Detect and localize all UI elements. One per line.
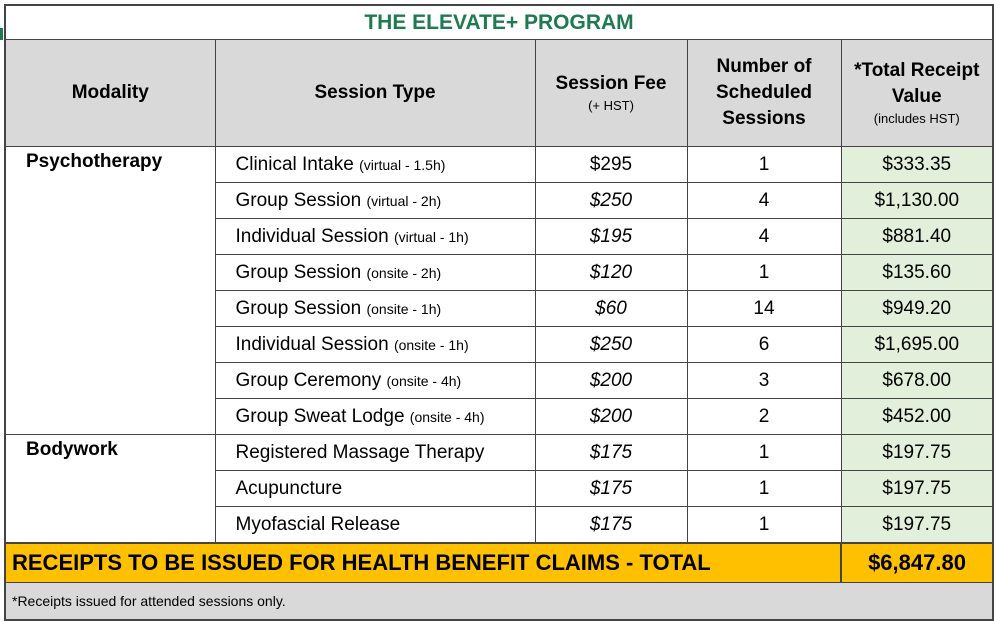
session-type-note: (onsite - 1h)	[393, 336, 469, 353]
header-total-receipt-note: (includes HST)	[873, 111, 960, 126]
table-row	[5, 435, 993, 471]
header-num-sessions: Number of Scheduled Sessions	[687, 40, 841, 147]
session-fee-cell: $175	[535, 471, 687, 507]
sessions-count-cell: 4	[687, 183, 841, 219]
session-fee-cell: $120	[535, 255, 687, 291]
session-type-cell	[215, 507, 535, 544]
sessions-count-cell: 1	[687, 507, 841, 544]
header-session-fee-note: (+ HST)	[588, 98, 634, 113]
session-type-note: (virtual - 2h)	[366, 192, 442, 209]
session-type-cell	[215, 219, 535, 255]
total-receipt-cell: $1,130.00	[841, 183, 993, 219]
header-modality: Modality	[5, 40, 215, 147]
session-type-cell	[215, 147, 535, 183]
grand-total-label: RECEIPTS TO BE ISSUED FOR HEALTH BENEFIT CLAIMS - TOTAL	[5, 543, 841, 583]
header-session-fee-label: Session Fee	[555, 73, 667, 94]
session-type-label: Group Session	[235, 261, 362, 283]
session-type-note: (onsite - 2h)	[366, 264, 442, 281]
session-fee-cell: $60	[535, 291, 687, 327]
session-fee-cell: $250	[535, 327, 687, 363]
session-type-label: Group Sweat Lodge	[235, 405, 405, 427]
header-total-receipt	[841, 40, 993, 147]
total-receipt-cell: $1,695.00	[841, 327, 993, 363]
total-receipt-cell: $678.00	[841, 363, 993, 399]
sessions-count-cell: 1	[687, 435, 841, 471]
modality-cell: Psychotherapy	[5, 147, 215, 435]
header-session-fee	[535, 40, 687, 147]
modality-cell: Bodywork	[5, 435, 215, 544]
total-receipt-cell: $949.20	[841, 291, 993, 327]
header-total-receipt-label: *Total Receipt Value	[854, 60, 980, 107]
cell-cursor-marker	[0, 28, 3, 40]
session-type-label: Individual Session	[235, 333, 389, 355]
table-row	[5, 147, 993, 183]
table-title: THE ELEVATE+ PROGRAM	[5, 5, 993, 40]
session-fee-cell: $200	[535, 399, 687, 435]
session-type-label: Group Session	[235, 189, 362, 211]
sessions-count-cell: 1	[687, 471, 841, 507]
session-type-cell	[215, 399, 535, 435]
session-type-cell	[215, 291, 535, 327]
session-type-label: Myofascial Release	[235, 513, 401, 535]
grand-total-row	[5, 543, 993, 583]
sessions-count-cell: 14	[687, 291, 841, 327]
spreadsheet	[4, 4, 992, 621]
session-type-label: Acupuncture	[235, 477, 343, 499]
footnote-row	[5, 583, 993, 621]
session-fee-cell: $295	[535, 147, 687, 183]
session-type-cell	[215, 363, 535, 399]
total-receipt-cell: $197.75	[841, 507, 993, 544]
header-row	[5, 40, 993, 147]
sessions-count-cell: 1	[687, 147, 841, 183]
grand-total-value: $6,847.80	[841, 543, 993, 583]
session-type-note: (onsite - 4h)	[386, 372, 462, 389]
session-type-label: Clinical Intake	[235, 153, 354, 175]
sessions-count-cell: 4	[687, 219, 841, 255]
sessions-count-cell: 2	[687, 399, 841, 435]
total-receipt-cell: $135.60	[841, 255, 993, 291]
session-type-cell	[215, 471, 535, 507]
session-fee-cell: $175	[535, 507, 687, 544]
sessions-count-cell: 3	[687, 363, 841, 399]
total-receipt-cell: $452.00	[841, 399, 993, 435]
total-receipt-cell: $197.75	[841, 435, 993, 471]
session-type-cell	[215, 435, 535, 471]
session-type-note: (virtual - 1h)	[393, 228, 469, 245]
session-type-cell	[215, 327, 535, 363]
session-type-label: Group Session	[235, 297, 362, 319]
session-fee-cell: $195	[535, 219, 687, 255]
footnote: *Receipts issued for attended sessions only.	[5, 583, 993, 621]
session-type-note: (onsite - 4h)	[409, 408, 485, 425]
session-type-label: Individual Session	[235, 225, 389, 247]
session-type-label: Group Ceremony	[235, 369, 382, 391]
session-fee-cell: $250	[535, 183, 687, 219]
session-type-note: (virtual - 1.5h)	[359, 156, 446, 173]
header-session-type: Session Type	[215, 40, 535, 147]
total-receipt-cell: $197.75	[841, 471, 993, 507]
program-table	[4, 4, 994, 621]
total-receipt-cell: $881.40	[841, 219, 993, 255]
session-fee-cell: $175	[535, 435, 687, 471]
sessions-count-cell: 1	[687, 255, 841, 291]
session-type-cell	[215, 183, 535, 219]
total-receipt-cell: $333.35	[841, 147, 993, 183]
session-fee-cell: $200	[535, 363, 687, 399]
session-type-label: Registered Massage Therapy	[235, 441, 485, 463]
session-type-note: (onsite - 1h)	[366, 300, 442, 317]
session-type-cell	[215, 255, 535, 291]
sessions-count-cell: 6	[687, 327, 841, 363]
